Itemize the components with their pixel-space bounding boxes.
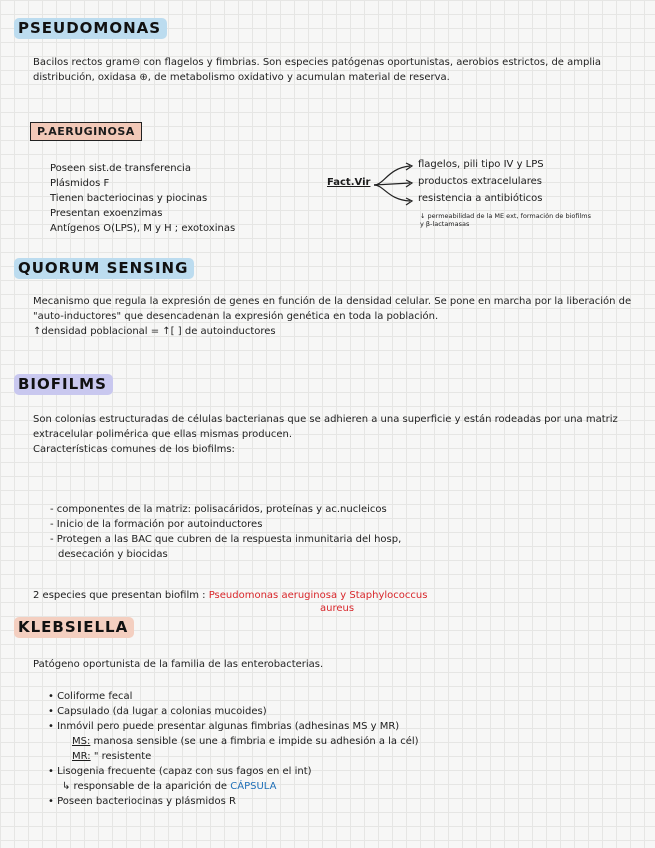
- pseudomonas-intro: [33, 55, 645, 85]
- biofilms-text: [33, 412, 645, 457]
- klebsiella-item: • Coliforme fecal: [48, 691, 133, 702]
- ms-label: MS:: [72, 736, 91, 747]
- biofilms-char-title: Características comunes de los biofilms:: [33, 444, 235, 455]
- mr-text: " resistente: [93, 751, 152, 762]
- virulence-note-line: y β-lactamasas: [420, 220, 470, 228]
- pseudomonas-title: PSEUDOMONAS: [14, 18, 167, 39]
- klebsiella-item: • Inmóvil pero puede presentar algunas fimbrias (adhesinas MS y MR): [48, 721, 400, 732]
- klebsiella-item: • Lisogenia frecuente (capaz con sus fagos en el int): [48, 766, 312, 777]
- characteristic-item: desecación y biocidas: [58, 549, 168, 560]
- virulence-item: productos extracelulares: [418, 176, 542, 187]
- characteristic-item: - Protegen a las BAC que cubren de la respuesta inmunitaria del hosp,: [50, 534, 402, 545]
- quorum-heading: [14, 258, 194, 279]
- quorum-formula: ↑densidad poblacional = ↑[ ] de autoinductores: [33, 326, 276, 337]
- klebsiella-text: [33, 657, 645, 672]
- pseudomonas-heading: [14, 18, 167, 39]
- biofilm-species-names: Pseudomonas aeruginosa y Staphylococcus: [208, 590, 428, 601]
- capsula-text: CÁPSULA: [230, 781, 277, 792]
- quorum-text: [33, 294, 645, 339]
- klebsiella-features: [48, 689, 419, 809]
- mr-label: MR:: [72, 751, 91, 762]
- characteristic-item: - Inicio de la formación por autoinductores: [50, 519, 263, 530]
- feature-item: Poseen sist.de transferencia: [50, 163, 191, 174]
- feature-item: Plásmidos F: [50, 178, 110, 189]
- klebsiella-item: • Poseen bacteriocinas y plásmidos R: [48, 796, 236, 807]
- characteristic-item: - componentes de la matriz: polisacáridos, proteínas y ac.nucleicos: [50, 504, 387, 515]
- p-aeruginosa-title: P.AERUGINOSA: [37, 125, 135, 138]
- p-aeruginosa-features: [50, 161, 235, 236]
- virulence-item: flagelos, pili tipo IV y LPS: [418, 159, 544, 170]
- klebsiella-item: • Capsulado (da lugar a colonias mucoides): [48, 706, 267, 717]
- lisogenia-sub-text: ↳ responsable de la aparición de: [62, 781, 228, 792]
- feature-item: Tienen bacteriocinas y piocinas: [50, 193, 208, 204]
- virulence-item: resistencia a antibióticos: [418, 193, 543, 204]
- feature-item: Antígenos O(LPS), M y H ; exotoxinas: [50, 223, 236, 234]
- ms-text: manosa sensible (se une a fimbria e impide su adhesión a la cél): [93, 736, 419, 747]
- pseudomonas-intro-text: Bacilos rectos gram⊖ con flagelos y fimbrias. Son especies patógenas oportunistas, aerobios estrictos, de amplia distribución, oxidasa ⊕, de metabolismo oxidativo y acumulan material de reserva.: [33, 57, 602, 83]
- feature-item: Presentan exoenzimas: [50, 208, 163, 219]
- quorum-paragraph: Mecanismo que regula la expresión de genes en función de la densidad celular. Se pone en marcha por la liberación de "auto-inductores" que desencadenan la expresión genética en toda la población.: [33, 296, 632, 322]
- klebsiella-paragraph: Patógeno oportunista de la familia de las enterobacterias.: [33, 659, 324, 670]
- biofilms-paragraph: Son colonias estructuradas de células bacterianas que se adhieren a una superficie y están rodeadas por una matriz extracelular polimérica que ellas mismas producen.: [33, 414, 618, 440]
- virulence-note: [420, 212, 591, 228]
- biofilm-species: [33, 588, 427, 603]
- biofilm-species-names-cont: aureus: [320, 603, 355, 614]
- klebsiella-heading: [14, 617, 134, 638]
- klebsiella-lisogenia-sub: [48, 779, 419, 794]
- fact-vir-label: Fact.Vir: [327, 177, 371, 188]
- p-aeruginosa-box: [30, 122, 142, 141]
- biofilms-title: BIOFILMS: [14, 374, 113, 395]
- biofilms-characteristics: [50, 502, 401, 562]
- virulence-note-line: ↓ permeabilidad de la ME ext, formación de biofilms: [420, 212, 591, 220]
- biofilms-heading: [14, 374, 113, 395]
- quorum-title: QUORUM SENSING: [14, 258, 194, 279]
- virulence-factors: [418, 157, 544, 206]
- biofilm-species-label: 2 especies que presentan biofilm :: [33, 590, 206, 601]
- klebsiella-mr: [48, 749, 419, 764]
- klebsiella-title: KLEBSIELLA: [14, 617, 134, 638]
- klebsiella-ms: [48, 734, 419, 749]
